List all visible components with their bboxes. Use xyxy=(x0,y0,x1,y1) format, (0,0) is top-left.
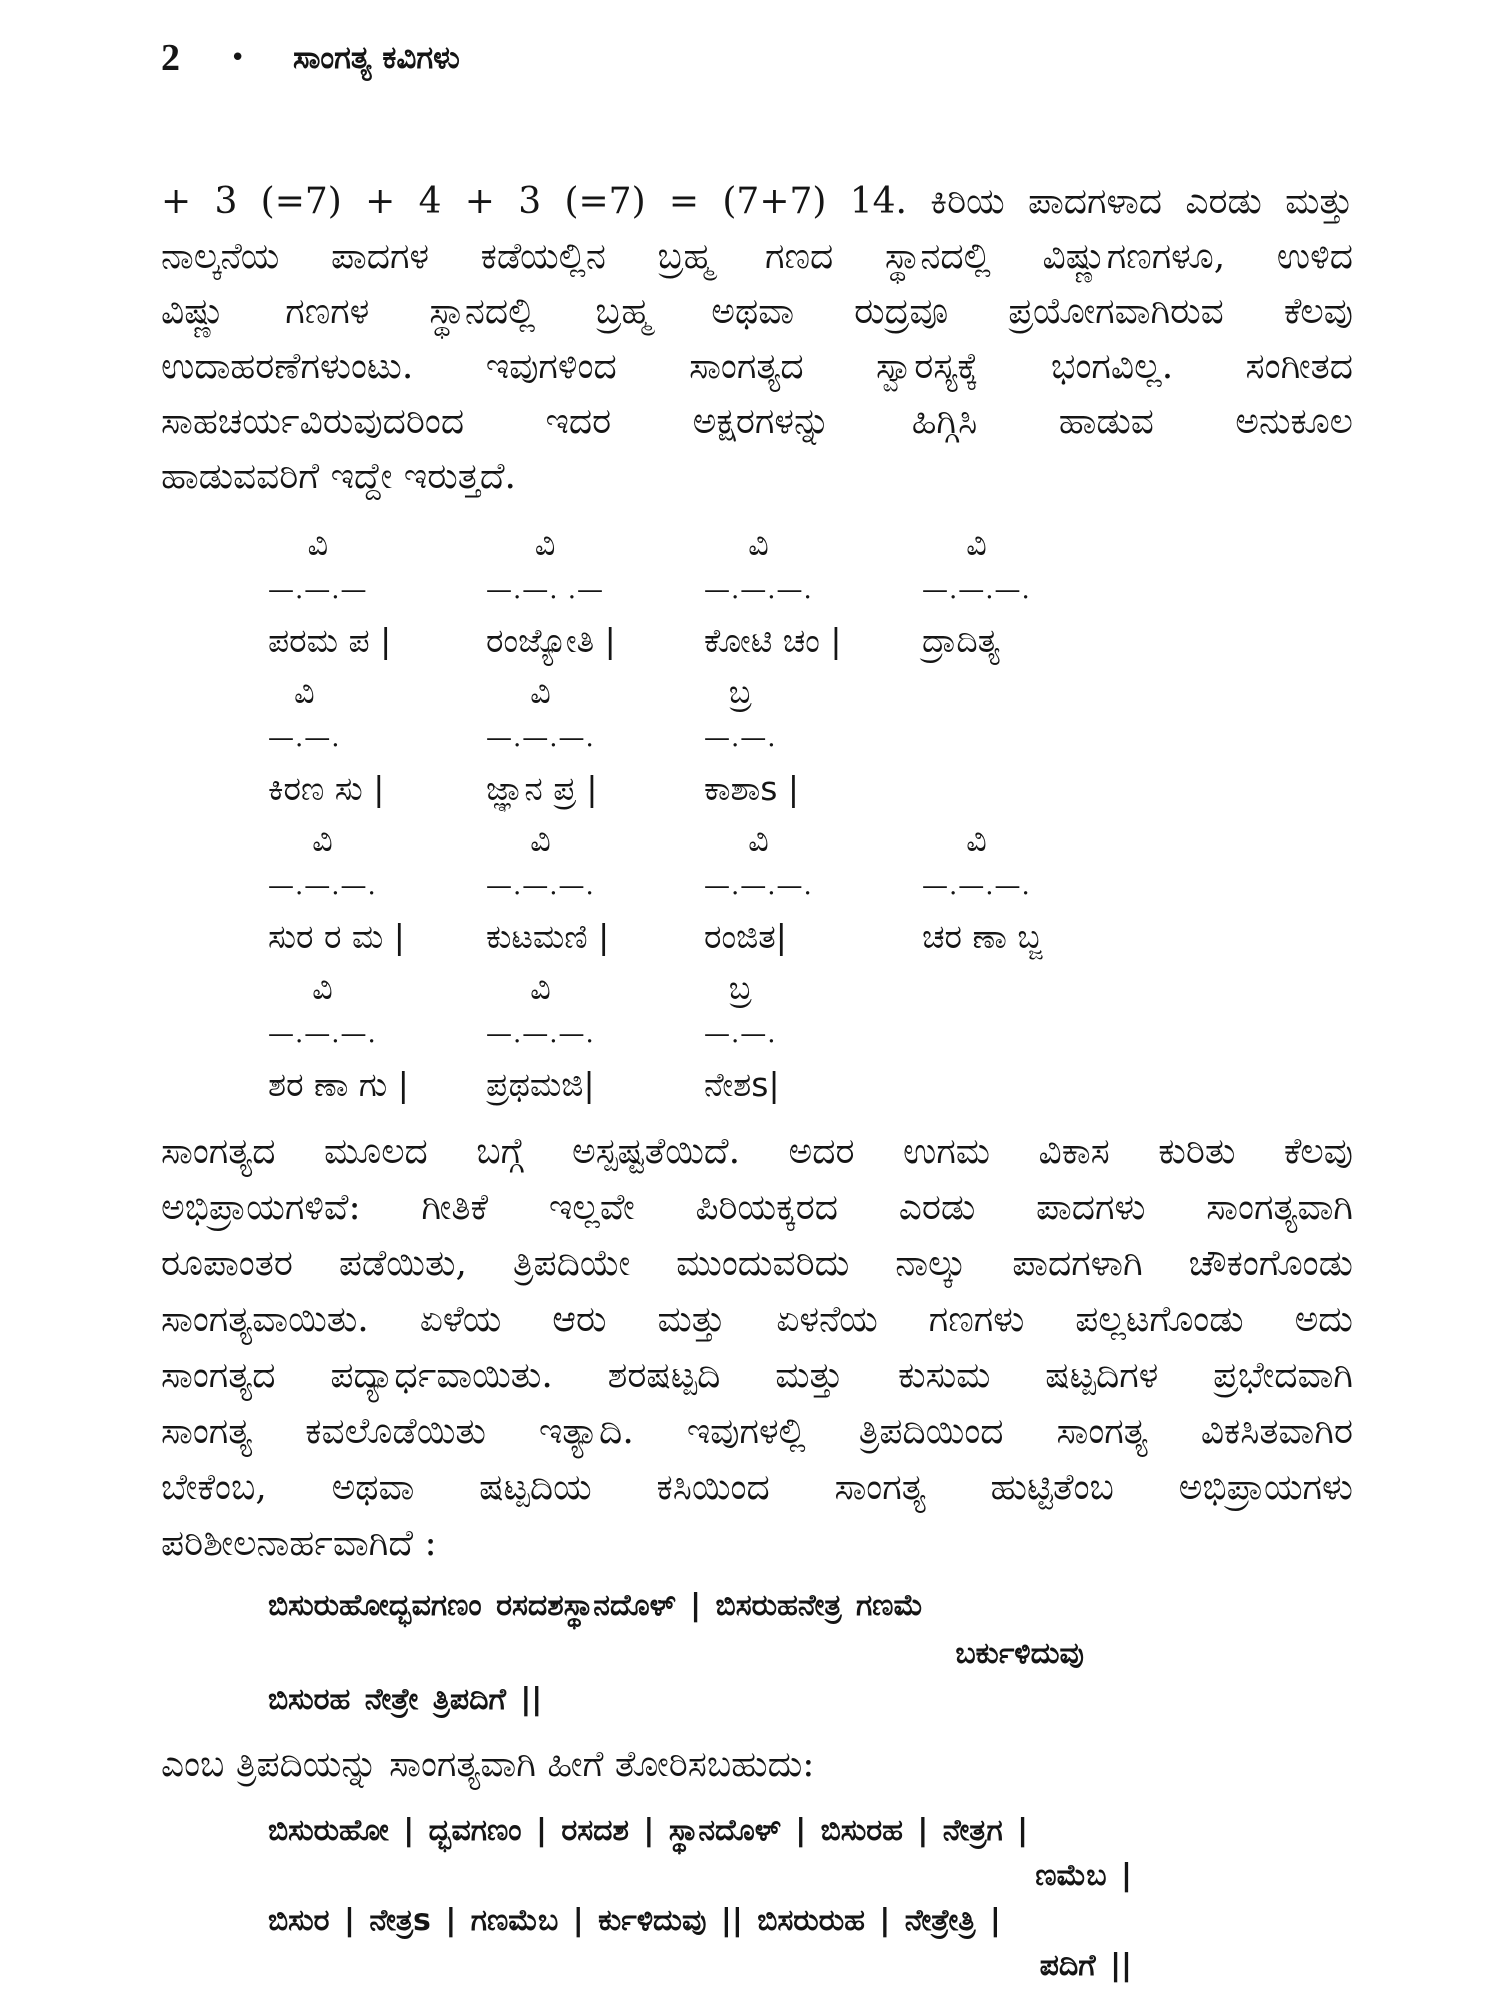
gana-marks: —.—.—. xyxy=(704,871,813,901)
paragraph-line: ರೂಪಾಂತರ ಪಡೆಯಿತು, ತ್ರಿಪದಿಯೇ ಮುಂದುವರಿದು ನಾಲ್ಕು ಪಾದಗಳಾಗಿ ಚೌಕಂಗೊಂಡು xyxy=(161,1243,1353,1284)
paragraph-1 xyxy=(161,174,1353,504)
scansion-cell xyxy=(268,669,486,817)
gana-label: ವಿ xyxy=(966,525,987,563)
syllable-group: ಕುಟಮಣಿ | xyxy=(486,917,610,956)
header-bullet: • xyxy=(230,43,246,73)
syllable-group: ಪರಮ ಪ | xyxy=(268,621,392,660)
paragraph-2 xyxy=(161,1124,1353,1572)
paragraph-line: ಸಾಂಗತ್ಯದ ಮೂಲದ ಬಗ್ಗೆ ಅಸ್ಪಷ್ಟತೆಯಿದೆ. ಅದರ ಉಗಮ ವಿಕಾಸ ಕುರಿತು ಕೆಲವು xyxy=(161,1131,1353,1172)
scansion-cell xyxy=(486,817,704,965)
gana-marks: —.—.—. xyxy=(268,1019,377,1049)
scansion-cell xyxy=(268,965,486,1113)
gana-marks: —.—.—. xyxy=(486,723,595,753)
scansion-cell xyxy=(486,965,704,1113)
scansion-cell xyxy=(922,521,1140,669)
gana-label: ವಿ xyxy=(534,525,556,563)
gana-label: ವಿ xyxy=(748,821,769,859)
syllable-group: ಚರ ಣಾ ಬ್ಜ xyxy=(922,917,1042,956)
paragraph-line: ಅಭಿಪ್ರಾಯಗಳಿವೆ: ಗೀತಿಕೆ ಇಲ್ಲವೇ ಪಿರಿಯಕ್ಕರದ ಎರಡು ಪಾದಗಳು ಸಾಂಗತ್ಯವಾಗಿ xyxy=(161,1187,1353,1228)
paragraph-line: ಉದಾಹರಣೆಗಳುಂಟು. ಇವುಗಳಿಂದ ಸಾಂಗತ್ಯದ ಸ್ವಾರಸ್ಯಕ್ಕೆ ಭಂಗವಿಲ್ಲ. ಸಂಗೀತದ xyxy=(161,346,1353,387)
gana-marks: —.—. xyxy=(704,723,777,753)
scansion-row xyxy=(268,521,1168,669)
gana-marks: —.—.—. xyxy=(486,871,595,901)
gana-label: ವಿ xyxy=(966,821,987,859)
gana-label: ವಿ xyxy=(530,821,551,859)
gana-label: ವಿ xyxy=(293,673,315,711)
syllable-group: ನೇಶs| xyxy=(704,1065,780,1104)
gana-marks: —.—.—. xyxy=(268,871,377,901)
gana-label: ವಿ xyxy=(748,525,769,563)
paragraph-line: ಸಾಹಚರ್ಯವಿರುವುದರಿಂದ ಇದರ ಅಕ್ಷರಗಳನ್ನು ಹಿಗ್ಗಿಸಿ ಹಾಡುವ ಅನುಕೂಲ xyxy=(161,401,1353,442)
scansion-table xyxy=(268,521,1168,1113)
gana-label: ವಿ xyxy=(307,525,329,563)
gana-marks: —.—.— xyxy=(268,575,368,605)
gana-label: ವಿ xyxy=(312,969,333,1007)
paragraph-line: ಸಾಂಗತ್ಯವಾಯಿತು. ಏಳೆಯ ಆರು ಮತ್ತು ಏಳನೆಯ ಗಣಗಳು ಪಲ್ಲಟಗೊಂಡು ಅದು xyxy=(161,1299,1353,1340)
verse-line-continuation: ಬರ್ಕುಳಿದುವು xyxy=(955,1636,1084,1671)
gana-marks: —.—. xyxy=(268,723,341,753)
paragraph-line: + 3 (=7) + 4 + 3 (=7) = (7+7) 14. ಕಿರಿಯ ಪಾದಗಳಾದ ಎರಡು ಮತ್ತು xyxy=(161,181,1353,222)
scansion-cell xyxy=(268,521,486,669)
scansion-cell xyxy=(704,817,922,965)
verse-line: ಬಿಸುರ | ನೇತ್ರs | ಗಣಮೆಬ | ರ್ಕುಳಿದುವು || ಬಿಸರುರುಹ | ನೇತ್ರೇತ್ರಿ | xyxy=(268,1903,1001,1938)
syllable-group: ಜ್ಞಾನ ಪ್ರ | xyxy=(486,769,598,808)
syllable-group: ದ್ರಾದಿತ್ಯ xyxy=(922,621,1000,660)
gana-marks: —.—.—. xyxy=(704,575,813,605)
syllable-group: ಕಿರಣ ಸು | xyxy=(268,769,385,808)
syllable-group: ಕಾಶಾs | xyxy=(704,769,800,808)
scansion-cell xyxy=(922,817,1140,965)
gana-label: ವಿ xyxy=(530,969,551,1007)
tripadi-verse xyxy=(268,1582,1084,1722)
paragraph-line: ಸಾಂಗತ್ಯದ ಪದ್ಯಾರ್ಧವಾಯಿತು. ಶರಷಟ್ಪದಿ ಮತ್ತು ಕುಸುಮ ಷಟ್ಪದಿಗಳ ಪ್ರಭೇದವಾಗಿ xyxy=(161,1355,1353,1396)
scansion-cell xyxy=(704,521,922,669)
scansion-cell xyxy=(704,965,922,1113)
gana-label: ವಿ xyxy=(312,821,333,859)
verse-line-continuation: ಪದಿಗೆ || xyxy=(1039,1948,1132,1983)
syllable-group: ರಂಜಿತ| xyxy=(704,917,787,956)
paragraph-line: ಹಾಡುವವರಿಗೆ ಇದ್ದೇ ಇರುತ್ತದೆ. xyxy=(161,456,516,497)
scansion-cell xyxy=(486,669,704,817)
book-title: ಸಾಂಗತ್ಯ ಕವಿಗಳು xyxy=(293,40,460,76)
intro-line: ಎಂಬ ತ್ರಿಪದಿಯನ್ನು ಸಾಂಗತ್ಯವಾಗಿ ಹೀಗೆ ತೋರಿಸಬಹುದು: xyxy=(161,1744,815,1785)
syllable-group: ಶರ ಣಾ ಗು | xyxy=(268,1065,409,1104)
page-number: 2 xyxy=(161,37,180,79)
verse-line: ಬಿಸುರುಹೋ | ದ್ಭವಗಣಂ | ರಸದಶ | ಸ್ಥಾನದೊಳ್ | ಬಿಸುರಹ | ನೇತ್ರಗ | xyxy=(268,1813,1029,1848)
verse-line-continuation: ಣಮೆಬ | xyxy=(1035,1858,1132,1893)
syllable-group: ರಂಜ್ಯೋತಿ | xyxy=(486,621,616,660)
paragraph-line: ಬೇಕೆಂಬ, ಅಥವಾ ಷಟ್ಪದಿಯ ಕಸಿಯಿಂದ ಸಾಂಗತ್ಯ ಹುಟ್ಟಿತೆಂಬ ಅಭಿಪ್ರಾಯಗಳು xyxy=(161,1467,1353,1508)
paragraph-line: ಪರಿಶೀಲನಾರ್ಹವಾಗಿದೆ : xyxy=(161,1523,437,1564)
verse-line: ಬಿಸುರುಹೋದ್ಭವಗಣಂ ರಸದಶಸ್ಥಾನದೊಳ್ | ಬಿಸರುಹನೇತ್ರ ಗಣಮೆ xyxy=(268,1588,924,1623)
scansion-row xyxy=(268,669,1168,817)
scansion-cell xyxy=(704,669,922,817)
scansion-cell xyxy=(268,817,486,965)
paragraph-line: ಸಾಂಗತ್ಯ ಕವಲೊಡೆಯಿತು ಇತ್ಯಾದಿ. ಇವುಗಳಲ್ಲಿ ತ್ರಿಪದಿಯಿಂದ ಸಾಂಗತ್ಯ ವಿಕಸಿತವಾಗಿರ xyxy=(161,1411,1353,1452)
scansion-cell xyxy=(486,521,704,669)
gana-marks: —.—. .— xyxy=(486,575,605,605)
paragraph-line: ವಿಷ್ಣು ಗಣಗಳ ಸ್ಥಾನದಲ್ಲಿ ಬ್ರಹ್ಮ ಅಥವಾ ರುದ್ರವೂ ಪ್ರಯೋಗವಾಗಿರುವ ಕೆಲವು xyxy=(161,291,1353,332)
verse-line: ಬಿಸುರಹ ನೇತ್ರೇ ತ್ರಿಪದಿಗೆ || xyxy=(268,1682,543,1717)
gana-marks: —.—.—. xyxy=(922,575,1031,605)
sangatya-verse xyxy=(268,1808,1132,1988)
syllable-group: ಕೋಟಿ ಚಂ | xyxy=(704,621,842,660)
syllable-group: ಸುರ ರ ಮ | xyxy=(268,917,405,956)
scansion-row xyxy=(268,965,1168,1113)
gana-label: ಬ್ರ xyxy=(728,969,752,1007)
gana-label: ಬ್ರ xyxy=(728,673,752,711)
gana-marks: —.—.—. xyxy=(922,871,1031,901)
gana-label: ವಿ xyxy=(530,673,551,711)
gana-marks: —.—. xyxy=(704,1019,777,1049)
syllable-group: ಪ್ರಥಮಜಿ| xyxy=(486,1065,595,1104)
paragraph-line: ನಾಲ್ಕನೆಯ ಪಾದಗಳ ಕಡೆಯಲ್ಲಿನ ಬ್ರಹ್ಮ ಗಣದ ಸ್ಥಾನದಲ್ಲಿ ವಿಷ್ಣುಗಣಗಳೂ, ಉಳಿದ xyxy=(161,236,1353,277)
scansion-row xyxy=(268,817,1168,965)
gana-marks: —.—.—. xyxy=(486,1019,595,1049)
